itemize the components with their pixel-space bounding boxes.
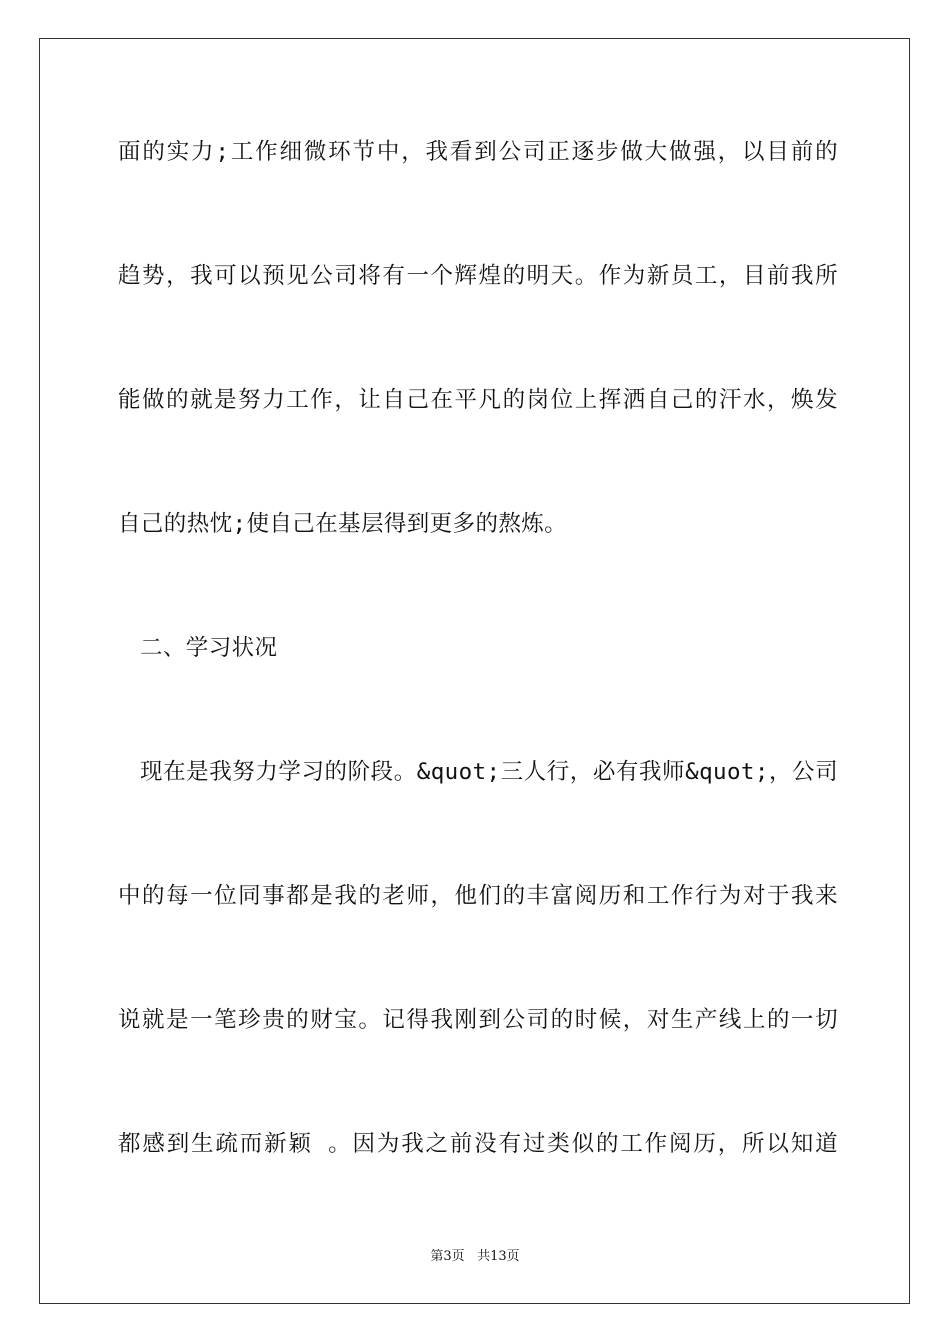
page-footer (0, 1248, 950, 1266)
page-border (39, 38, 910, 1304)
text-line: 中的每一位同事都是我的老师，他们的丰富阅历和工作行为对于我来 (118, 883, 838, 909)
text-line: 说就是一笔珍贵的财宝。记得我刚到公司的时候，对生产线上的一切 (118, 1007, 838, 1033)
page-number: 第3页 (430, 1249, 465, 1264)
text-line: 趋势，我可以预见公司将有一个辉煌的明天。作为新员工，目前我所 (118, 263, 838, 289)
text-line: 面的实力;工作细微环节中，我看到公司正逐步做大做强，以目前的 (118, 139, 838, 165)
page-total: 共13页 (477, 1249, 520, 1264)
text-line: 能做的就是努力工作，让自己在平凡的岗位上挥洒自己的汗水，焕发 (118, 387, 838, 413)
text-line: 自己的热忱;使自己在基层得到更多的熬炼。 (118, 511, 568, 537)
text-line: 现在是我努力学习的阶段。&quot;三人行，必有我师&quot;，公司 (140, 759, 838, 785)
text-line: 都感到生疏而新颖 。因为我之前没有过类似的工作阅历，所以知道 (118, 1131, 838, 1157)
section-heading: 二、学习状况 (140, 635, 278, 661)
